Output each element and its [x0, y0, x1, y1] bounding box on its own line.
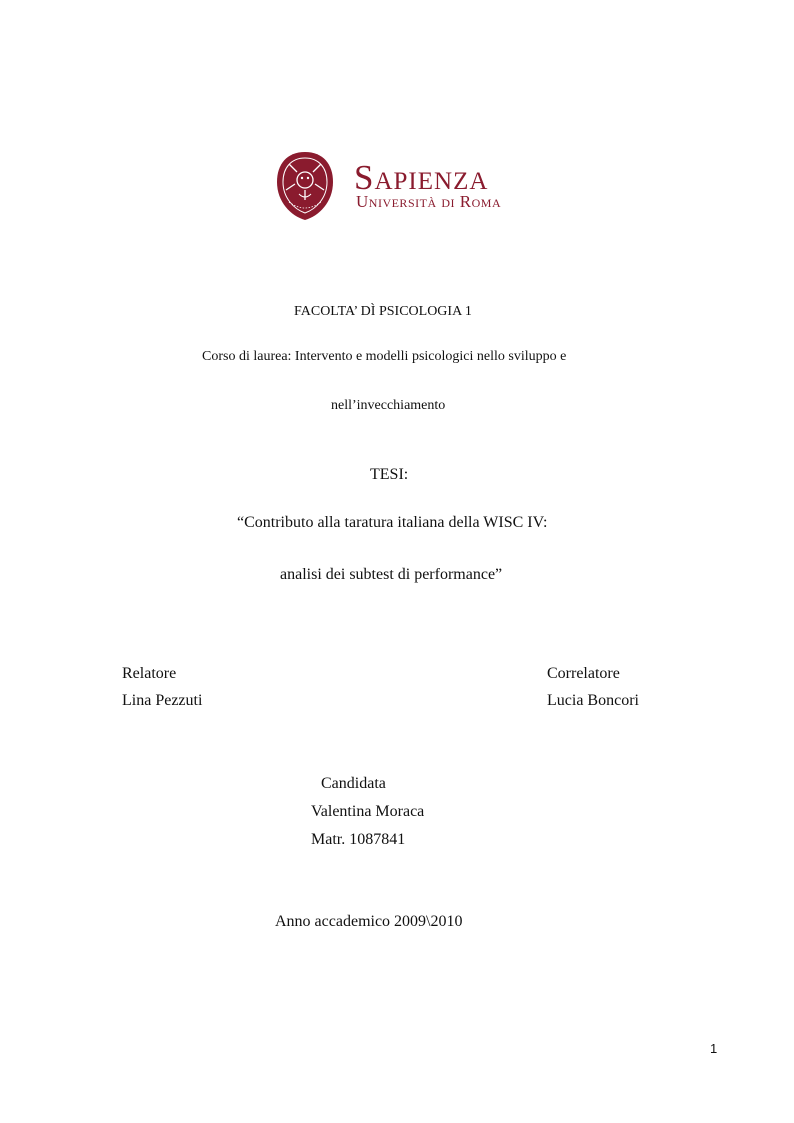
candidata-label: Candidata	[321, 775, 386, 792]
page-number: 1	[710, 1041, 718, 1056]
course-line-2: nell’invecchiamento	[331, 398, 446, 413]
thesis-title-line-1: “Contributo alla taratura italiana della WISC IV:	[237, 514, 548, 531]
faculty-name: FACOLTA’ DÌ PSICOLOGIA 1	[294, 304, 472, 319]
relatore-label: Relatore	[122, 665, 177, 682]
logo-subtitle: Università di Roma	[356, 192, 502, 211]
logo-wordmark: Sapienza	[354, 158, 489, 197]
relatore-name: Lina Pezzuti	[122, 692, 203, 709]
candidata-name: Valentina Moraca	[311, 803, 425, 820]
correlatore-name: Lucia Boncori	[547, 692, 639, 709]
candidata-matricola: Matr. 1087841	[311, 831, 406, 848]
thesis-title-line-2: analisi dei subtest di performance”	[280, 566, 503, 583]
academic-year: Anno accademico 2009\2010	[275, 913, 463, 930]
course-line-1: Corso di laurea: Intervento e modelli psicologici nello sviluppo e	[202, 349, 567, 364]
thesis-label: TESI:	[370, 466, 409, 483]
sapienza-seal-logo	[275, 150, 335, 222]
correlatore-label: Correlatore	[547, 665, 620, 682]
